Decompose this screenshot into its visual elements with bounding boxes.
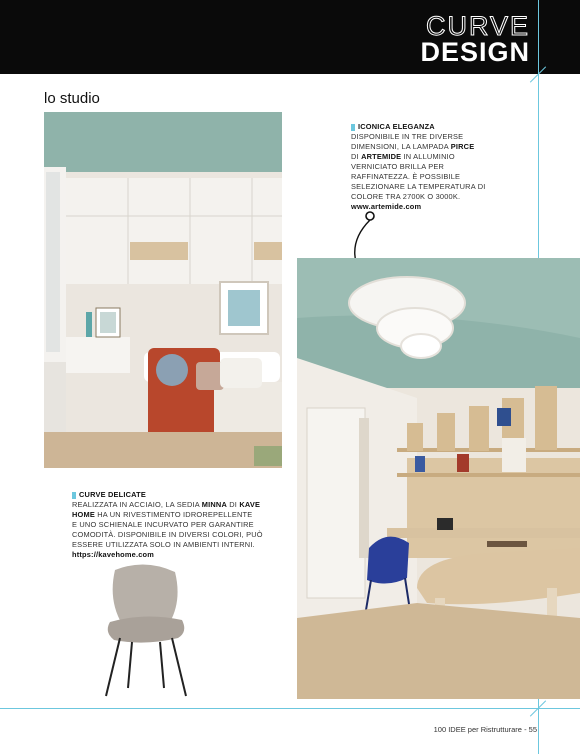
chair-caption-title: CURVE DELICATE [79,490,146,499]
chair-caption [72,490,287,560]
section-title: lo studio [44,90,100,107]
chair-brand: KAVE [239,500,261,509]
caption-marker [351,124,355,131]
chair-caption-line: ESSERE UTILIZZATA SOLO IN AMBIENTI INTERNI. [72,540,255,549]
lamp-caption-line: RAFFINATEZZA. È POSSIBILE [351,172,461,181]
header-title-bold: DESIGN [420,37,530,67]
lamp-caption-line: DISPONIBILE IN TRE DIVERSE [351,132,464,141]
caption-marker [72,492,76,499]
header-title-outline: CURVE [425,11,530,41]
lamp-caption-line: VERNICIATO BRILLA PER [351,162,445,171]
lamp-caption-title: ICONICA ELEGANZA [358,122,435,131]
chair-caption-line: COMODITÀ. DISPONIBILE IN DIVERSI COLORI, PUÒ [72,530,263,539]
page-header [0,0,580,74]
lamp-caption-line: DIMENSIONI, LA LAMPADA PIRCE [351,142,475,151]
studio-room-photo [44,112,282,468]
lamp-brand: ARTEMIDE [361,152,402,161]
chair-caption-heading [72,490,287,500]
chair-name: MINNA [201,500,227,509]
chair-caption-line: REALIZZATA IN ACCIAIO, LA SEDIA MINNA DI KAVE [72,500,261,509]
page-footer: 100 IDEE per Ristrutturare - 55 [433,725,537,734]
study-desk-photo [297,258,580,699]
lamp-caption-heading [351,122,521,132]
lamp-name: PIRCE [450,142,475,151]
accent-horizontal-line [0,708,580,709]
chair-caption-line: E UNO SCHIENALE INCURVATO PER GARANTIRE [72,520,254,529]
chair-caption-line: HOME HA UN RIVESTIMENTO IDROREPELLENTE [72,510,253,519]
lamp-caption [351,122,521,212]
lamp-caption-line: COLORE TRA 2700K O 3000K. [351,192,461,201]
lamp-caption-link[interactable]: www.artemide.com [351,202,422,211]
chair-product-photo [70,560,220,700]
chair-caption-link[interactable]: https://kavehome.com [72,550,155,559]
lamp-caption-line: SELEZIONARE LA TEMPERATURA DI [351,182,486,191]
lamp-caption-line: DI ARTEMIDE IN ALLUMINIO [351,152,455,161]
